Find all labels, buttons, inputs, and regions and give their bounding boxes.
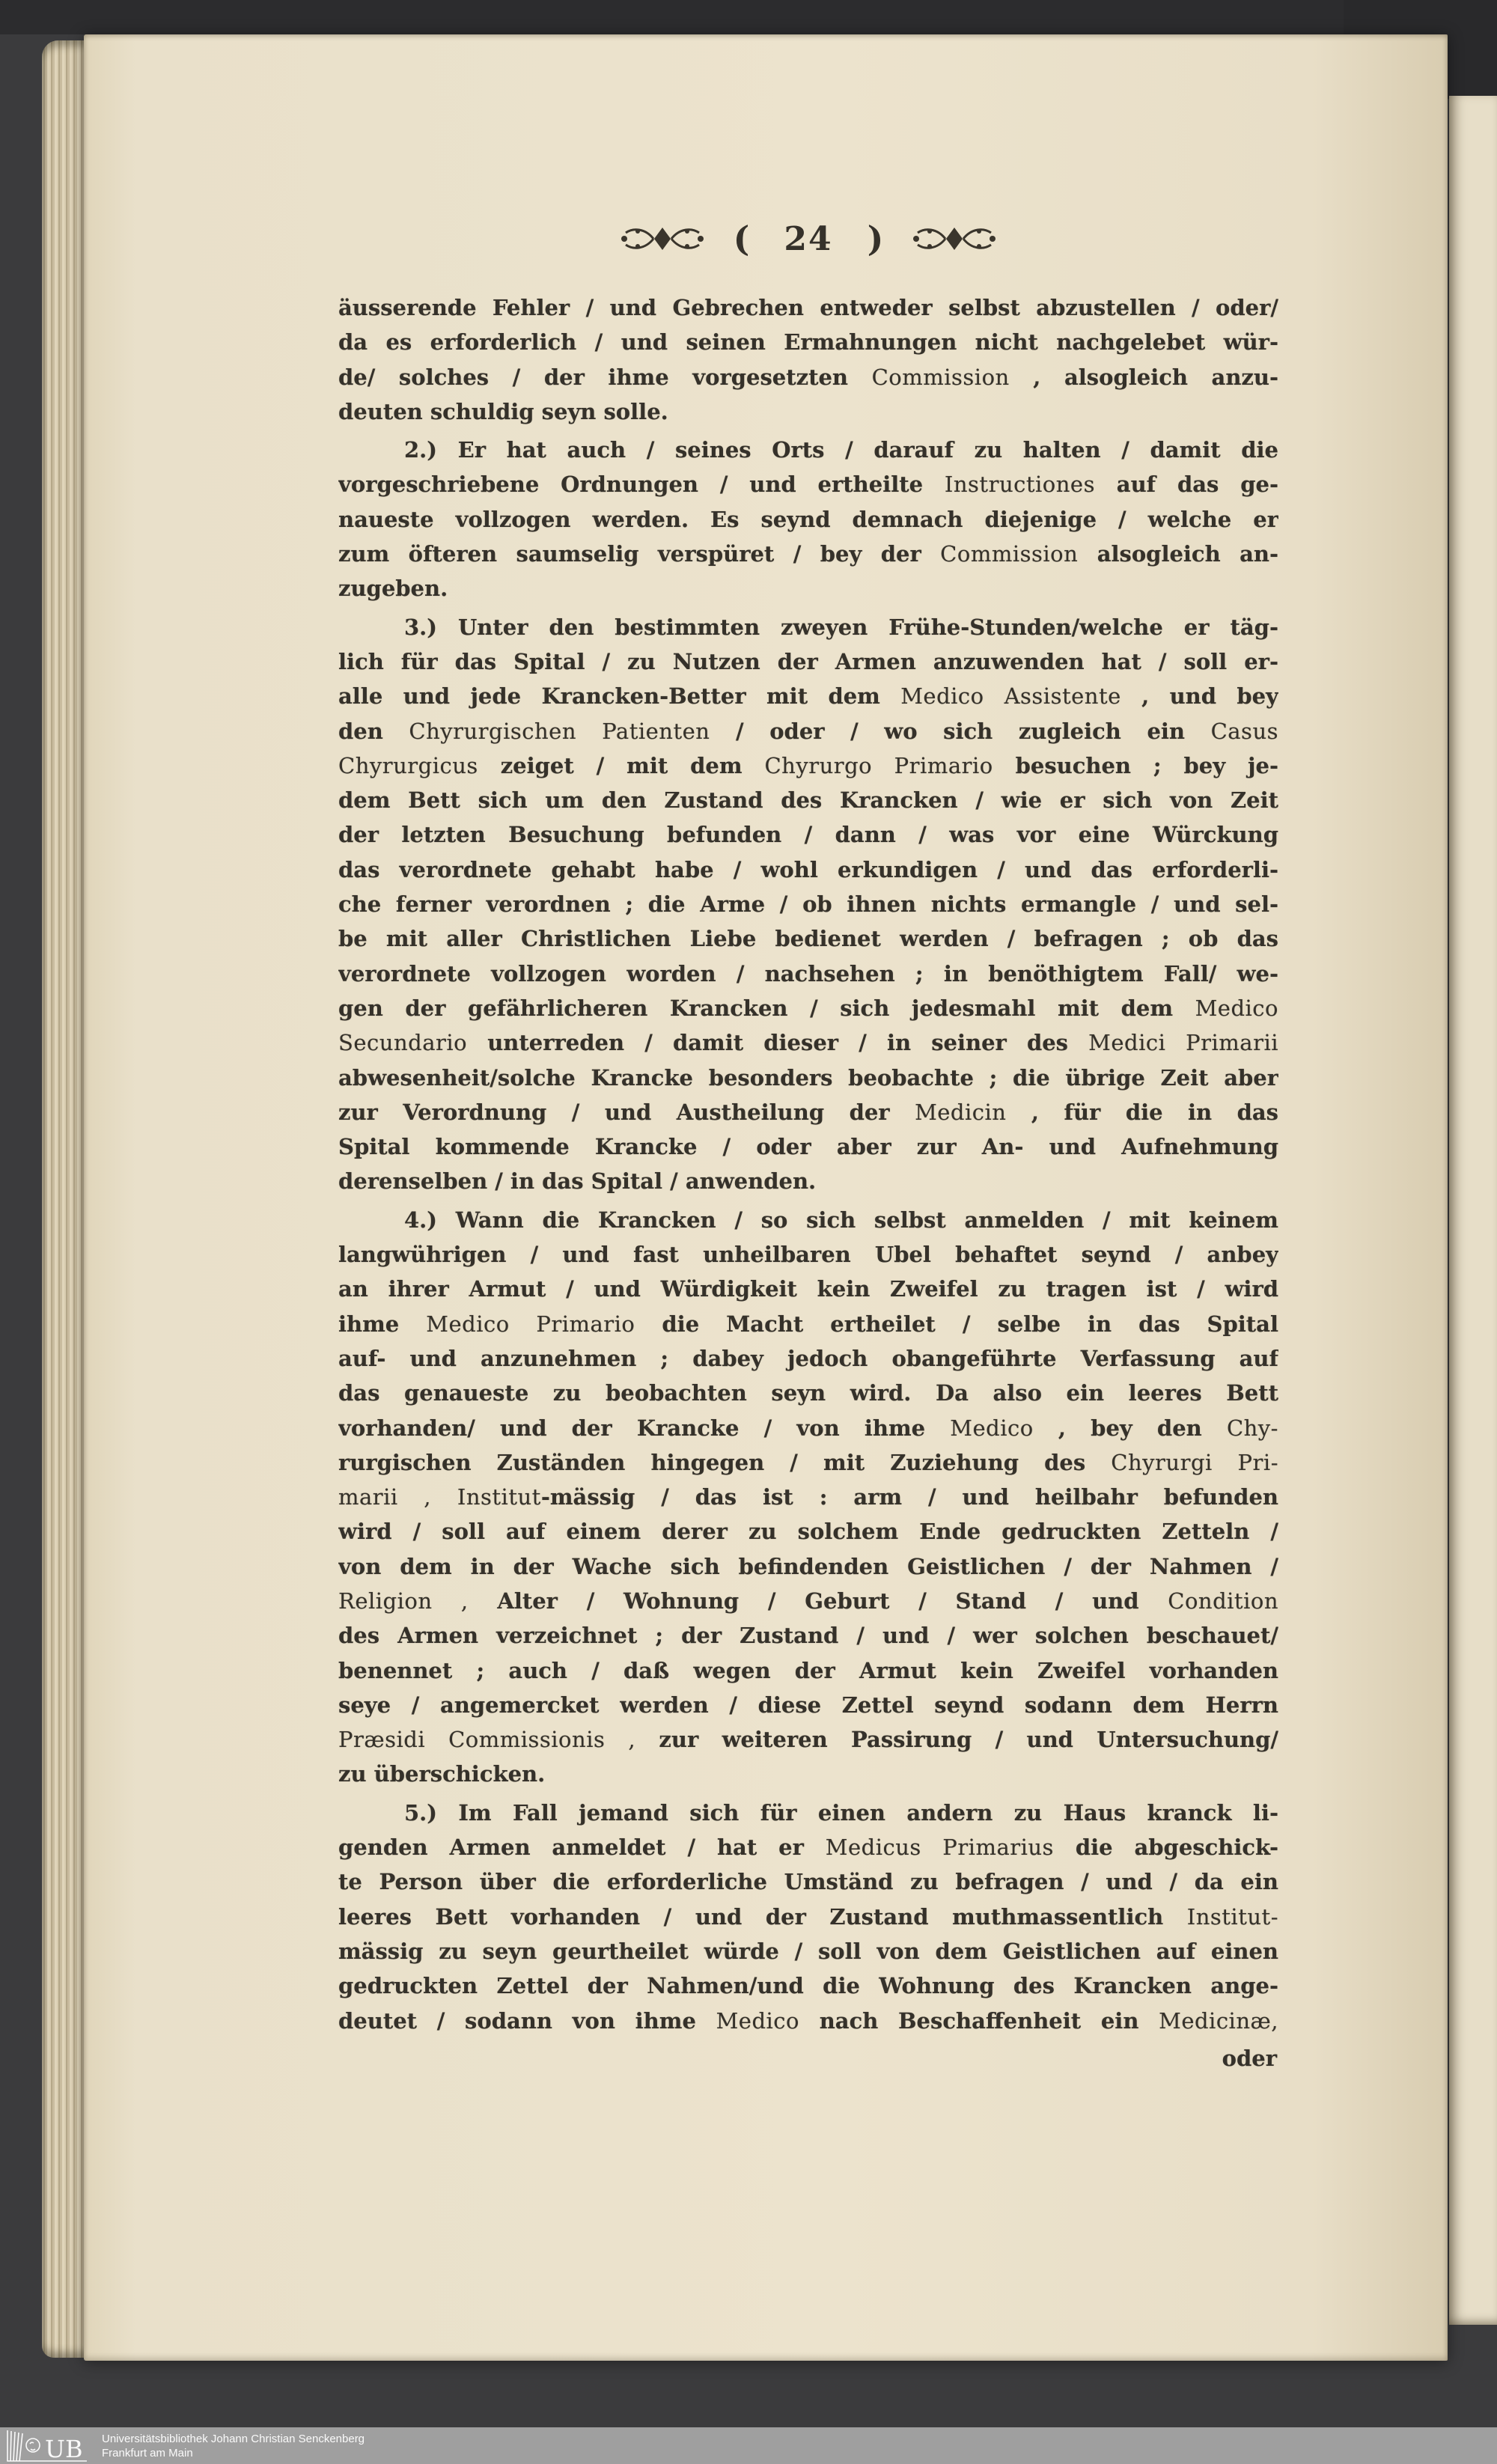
text-line xyxy=(338,1307,1278,1341)
library-name: Universitätsbibliothek Johann Christian Senckenberg xyxy=(102,2432,365,2445)
book-page-edges xyxy=(42,40,90,2358)
fraktur-text-segment: leeres Bett vorhanden / und der Zustand muthmassentlich xyxy=(338,1903,1187,1930)
fraktur-text-segment: zu überschicken. xyxy=(338,1761,546,1787)
text-line xyxy=(338,1830,1278,1864)
text-line xyxy=(338,783,1278,817)
fraktur-text-segment: genden Armen anmeldet / hat er xyxy=(338,1835,826,1861)
antiqua-text-segment: Chyrurgischen Patienten xyxy=(409,718,710,744)
fraktur-text-segment: zeiget / mit dem xyxy=(478,752,765,778)
text-line xyxy=(338,1445,1278,1480)
fraktur-text-segment: vorgeschriebene Ordnungen / und ertheilte xyxy=(338,472,945,498)
fraktur-text-segment: zur weiteren Passirung / und Untersuchung/ xyxy=(635,1727,1278,1753)
antiqua-text-segment: Medici Primarii xyxy=(1088,1030,1278,1056)
text-line xyxy=(338,537,1278,571)
text-line xyxy=(338,1341,1278,1376)
antiqua-text-segment: Commission xyxy=(940,541,1079,567)
fraktur-text-segment: 5.) Im Fall jemand sich für einen andern zu Haus kranck li- xyxy=(404,1799,1278,1826)
fraktur-text-segment: deuten schuldig seyn solle. xyxy=(338,398,668,424)
fraktur-text-segment: , bey den xyxy=(1033,1415,1227,1441)
fraktur-text-segment: dem Bett sich um den Zustand des Krancken / wie er sich von Zeit xyxy=(338,787,1278,814)
antiqua-text-segment: marii , xyxy=(338,1484,431,1510)
text-line xyxy=(338,502,1278,537)
text-line xyxy=(338,817,1278,852)
fraktur-text-segment: alsogleich an- xyxy=(1078,541,1278,567)
library-city: Frankfurt am Main xyxy=(102,2446,193,2460)
text-line xyxy=(338,1061,1278,1095)
fraktur-text-segment: der letzten Besuchung befunden / dann / was vor eine Würckung xyxy=(338,822,1278,848)
fraktur-text-segment: an ihrer Armut / und Würdigkeit kein Zweifel zu tragen ist / wird xyxy=(338,1276,1278,1302)
fraktur-text-segment: Spital kommende Krancke / oder aber zur An- und Aufnehmung xyxy=(338,1134,1278,1160)
text-line xyxy=(338,1480,1278,1514)
fraktur-text-segment: nach Beschaffenheit ein xyxy=(799,2007,1159,2034)
fraktur-text-segment: unterreden / damit dieser / in seiner des xyxy=(467,1030,1089,1056)
text-line xyxy=(338,290,1278,325)
antiqua-text-segment: Chy- xyxy=(1226,1415,1278,1441)
text-line xyxy=(338,1164,1278,1198)
fraktur-text-segment: den xyxy=(338,718,409,744)
fraktur-text-segment: äusserende Fehler / und Gebrechen entweder selbst abzustellen / oder/ xyxy=(338,295,1278,320)
library-footer-bar xyxy=(0,2427,1497,2464)
fraktur-text-segment: zur Verordnung / und Austheilung der xyxy=(338,1099,915,1125)
text-line xyxy=(338,1934,1278,1969)
text-line xyxy=(338,644,1278,679)
text-line xyxy=(338,1757,1278,1791)
ub-logo-icon xyxy=(6,2429,88,2463)
fraktur-text-segment: alle und jede Krancken-Better mit dem xyxy=(338,683,901,710)
fraktur-text-segment: derenselben / in das Spital / anwenden. xyxy=(338,1168,817,1195)
text-line xyxy=(338,433,1278,467)
antiqua-text-segment: Medicinæ, xyxy=(1159,2007,1278,2034)
text-line xyxy=(338,1514,1278,1549)
fraktur-text-segment: das verordnete gehabt habe / wohl erkundigen / und das erforderli- xyxy=(338,856,1278,882)
text-line xyxy=(338,1237,1278,1272)
fraktur-text-segment: deutet / sodann von ihme xyxy=(338,2007,716,2034)
fraktur-text-segment: seye / angemercket werden / diese Zettel seynd sodann dem Herrn xyxy=(338,1692,1278,1718)
antiqua-text-segment: Præsidi Commissionis , xyxy=(338,1727,636,1753)
fraktur-text-segment: von dem in der Wache sich befindenden Geistlichen / der Nahmen / xyxy=(338,1553,1278,1579)
fraktur-text-segment: die Macht ertheilet / selbe in das Spital xyxy=(635,1311,1278,1337)
fraktur-text-segment: auf das ge- xyxy=(1094,472,1278,498)
fraktur-text-segment: te Person über die erforderliche Umständ zu befragen / und / da ein xyxy=(338,1869,1278,1895)
fraktur-text-segment: besuchen ; bey je- xyxy=(993,752,1278,778)
antiqua-text-segment: Medicus Primarius xyxy=(825,1835,1054,1861)
antiqua-text-segment: Medico xyxy=(1195,995,1278,1021)
text-line xyxy=(338,571,1278,606)
text-line xyxy=(338,1618,1278,1653)
fraktur-text-segment: gen der gefährlicheren Krancken / sich jedesmahl mit dem xyxy=(338,995,1195,1021)
text-line xyxy=(338,325,1278,359)
printer-ornament-icon xyxy=(618,223,707,254)
text-line xyxy=(338,1969,1278,2003)
antiqua-text-segment: Medicin xyxy=(915,1099,1007,1125)
page-number: 24 xyxy=(784,219,833,258)
fraktur-text-segment: 3.) Unter den bestimmten zweyen Frühe-Stunden/welche er täg- xyxy=(404,614,1278,640)
antiqua-text-segment: Instructiones xyxy=(944,472,1095,498)
antiqua-text-segment: Institut- xyxy=(1186,1903,1278,1930)
antiqua-text-segment: Chyrurgo Primario xyxy=(764,752,993,778)
text-line xyxy=(338,679,1278,713)
text-line xyxy=(338,467,1278,501)
antiqua-text-segment: Medico Primario xyxy=(426,1311,635,1337)
text-line xyxy=(338,2004,1278,2038)
fraktur-text-segment: das genaueste zu beobachten seyn wird. Da also ein leeres Bett xyxy=(338,1380,1278,1406)
fraktur-text-segment: lich für das Spital / zu Nutzen der Armen anzuwenden hat / soll er- xyxy=(338,648,1278,674)
text-line xyxy=(338,921,1278,956)
text-line xyxy=(338,1095,1278,1129)
fraktur-text-segment: 4.) Wann die Krancken / so sich selbst anmelden / mit keinem xyxy=(404,1207,1278,1233)
fraktur-text-segment: wird / soll auf einem derer zu solchem Ende gedruckten Zetteln / xyxy=(338,1519,1278,1545)
text-line xyxy=(338,1796,1278,1830)
background-top-shadow xyxy=(0,0,1497,34)
fraktur-text-segment: de/ solches / der ihme vorgesetzten xyxy=(338,364,872,390)
antiqua-text-segment: Medico xyxy=(950,1415,1034,1441)
fraktur-text-segment: naueste vollzogen werden. Es seynd demnach diejenige / welche er xyxy=(338,506,1278,532)
antiqua-text-segment: Secundario xyxy=(338,1030,468,1056)
text-line xyxy=(338,957,1278,991)
antiqua-text-segment: Condition xyxy=(1168,1588,1278,1614)
text-line xyxy=(338,1549,1278,1584)
fraktur-text-segment: / oder / wo sich zugleich ein xyxy=(710,718,1211,744)
text-line xyxy=(338,360,1278,394)
text-line xyxy=(338,748,1278,783)
text-line xyxy=(338,991,1278,1025)
fraktur-text-segment: be mit aller Christlichen Liebe bedienet werden / befragen ; ob das xyxy=(338,926,1278,952)
text-line xyxy=(338,714,1278,748)
text-line xyxy=(338,1272,1278,1306)
antiqua-text-segment: Chyrurgicus xyxy=(338,752,478,778)
text-line xyxy=(338,1376,1278,1410)
book-page xyxy=(84,34,1448,2361)
text-line xyxy=(338,853,1278,887)
text-line xyxy=(338,1722,1278,1757)
text-line xyxy=(338,1900,1278,1934)
text-line xyxy=(338,1411,1278,1445)
text-line xyxy=(338,1203,1278,1237)
fraktur-text-segment: auf- und anzunehmen ; dabey jedoch obangeführte Verfassung auf xyxy=(338,1345,1278,1371)
body-text xyxy=(338,290,1278,2038)
printer-ornament-icon xyxy=(910,223,998,254)
fraktur-text-segment: zugeben. xyxy=(338,576,448,602)
fraktur-text-segment: Alter / Wohnung / Geburt / Stand / und xyxy=(468,1588,1168,1614)
text-line xyxy=(338,394,1278,429)
fraktur-text-segment: des Armen verzeichnet ; der Zustand / und / wer solchen beschauet/ xyxy=(338,1623,1278,1649)
antiqua-text-segment: Institut xyxy=(457,1484,541,1510)
fraktur-text-segment: vorhanden/ und der Krancke / von ihme xyxy=(338,1415,951,1441)
fraktur-text-segment: langwührigen / und fast unheilbaren Ubel behaftet seynd / anbey xyxy=(338,1242,1278,1268)
antiqua-text-segment: Medico Assistente xyxy=(900,683,1121,710)
fraktur-text-segment: abwesenheit/solche Krancke besonders beobachte ; die übrige Zeit aber xyxy=(338,1064,1278,1091)
library-caption xyxy=(102,2432,365,2460)
fraktur-text-segment: ihme xyxy=(338,1311,427,1337)
text-line xyxy=(338,887,1278,921)
fraktur-text-segment: 2.) Er hat auch / seines Orts / darauf zu halten / damit die xyxy=(404,437,1278,463)
fraktur-text-segment: , für die in das xyxy=(1006,1099,1278,1125)
fraktur-text-segment: verordnete vollzogen worden / nachsehen ; in benöthigtem Fall/ we- xyxy=(338,960,1278,986)
fraktur-text-segment: che ferner verordnen ; die Arme / ob ihnen nichts ermangle / und sel- xyxy=(338,891,1278,918)
text-line xyxy=(338,1864,1278,1899)
fraktur-text-segment xyxy=(431,1484,457,1510)
antiqua-text-segment: Casus xyxy=(1210,718,1278,744)
fraktur-text-segment: mässig zu seyn geurtheilet würde / soll von dem Geistlichen auf einen xyxy=(338,1938,1278,1964)
fraktur-text-segment: zum öfteren saumselig verspüret / bey der xyxy=(338,541,941,567)
fraktur-text-segment: , alsogleich anzu- xyxy=(1009,364,1278,390)
antiqua-text-segment: Chyrurgi Pri- xyxy=(1111,1449,1278,1475)
page-number-paren-open: ( xyxy=(733,219,750,259)
page-header xyxy=(338,219,1278,259)
text-line xyxy=(338,1025,1278,1060)
text-line xyxy=(338,610,1278,644)
fraktur-text-segment: -mässig / das ist : arm / und heilbahr befunden xyxy=(540,1484,1278,1510)
page-number-paren-close: ) xyxy=(867,219,884,259)
catchword: oder xyxy=(1222,2045,1277,2071)
fraktur-text-segment: , und bey xyxy=(1121,683,1278,710)
fraktur-text-segment: die abgeschick- xyxy=(1053,1835,1278,1861)
next-page-edge xyxy=(1449,96,1497,2325)
text-line xyxy=(338,1688,1278,1722)
antiqua-text-segment: Medico xyxy=(716,2007,800,2034)
fraktur-text-segment: benennet ; auch / daß wegen der Armut kein Zweifel vorhanden xyxy=(338,1657,1278,1683)
fraktur-text-segment: gedruckten Zettel der Nahmen/und die Wohnung des Krancken ange- xyxy=(338,1973,1278,1999)
text-block xyxy=(338,290,1278,2071)
fraktur-text-segment: da es erforderlich / und seinen Ermahnungen nicht nachgelebet wür- xyxy=(338,329,1278,356)
fraktur-text-segment: rurgischen Zuständen hingegen / mit Zuziehung des xyxy=(338,1449,1112,1475)
text-line xyxy=(338,1584,1278,1618)
antiqua-text-segment: Commission xyxy=(871,364,1010,390)
text-line xyxy=(338,1129,1278,1164)
antiqua-text-segment: Religion , xyxy=(338,1588,469,1614)
text-line xyxy=(338,1653,1278,1688)
ub-logo-text: UB xyxy=(45,2435,83,2463)
